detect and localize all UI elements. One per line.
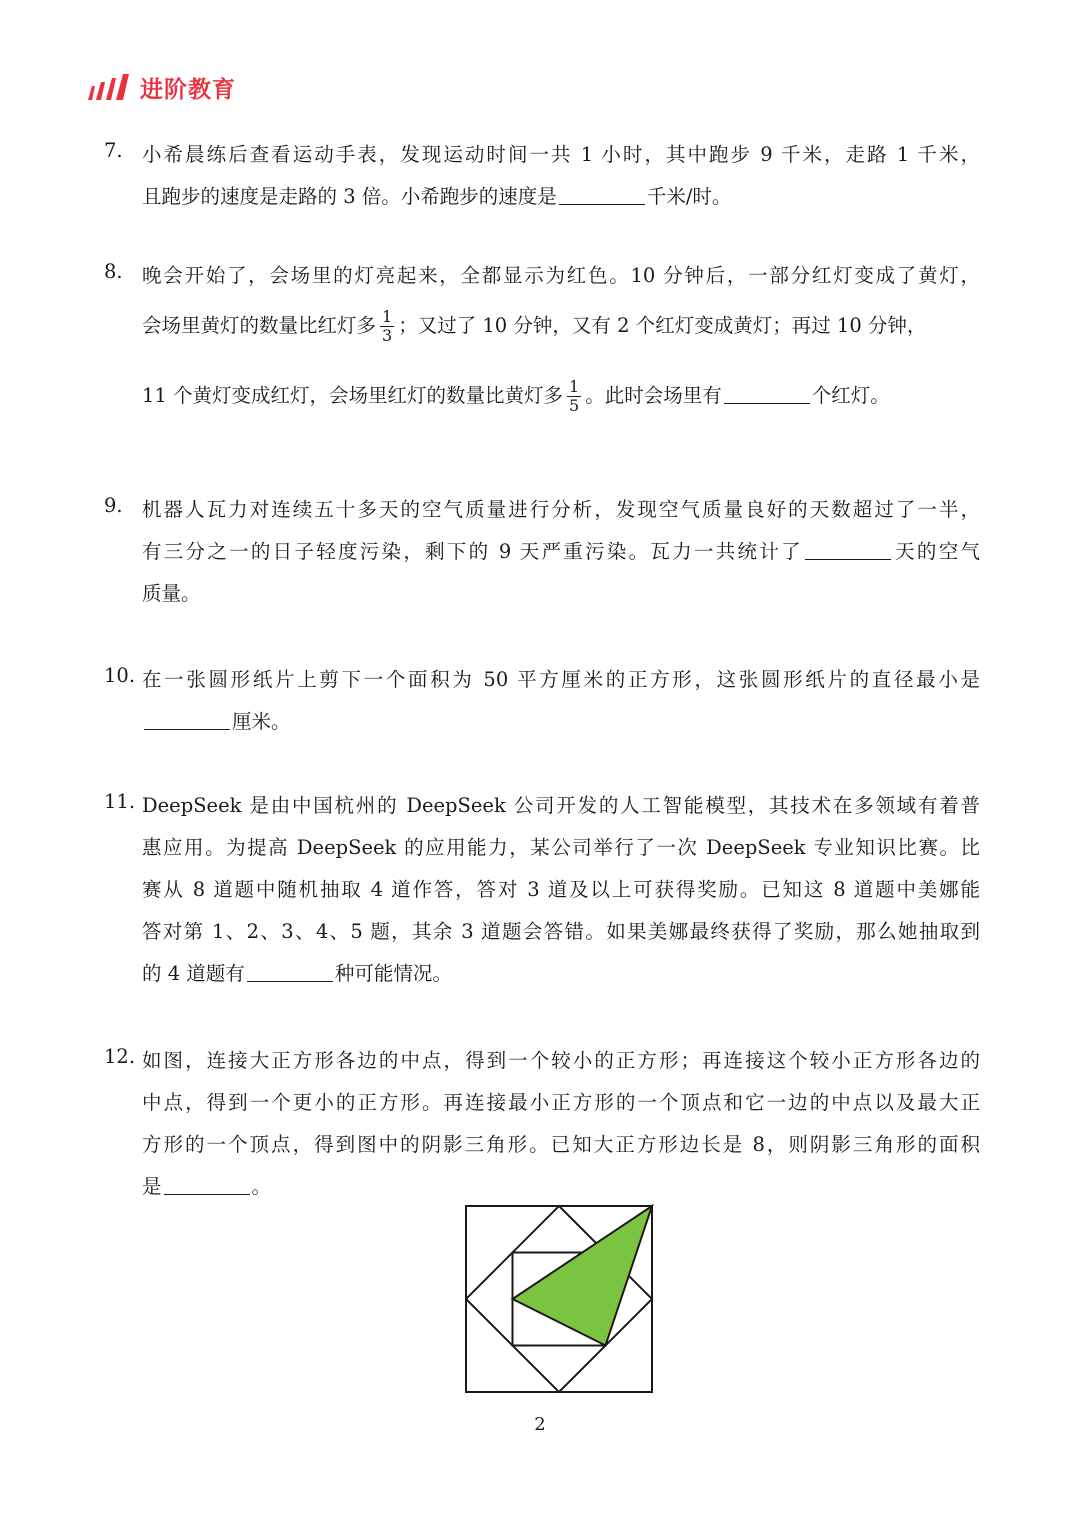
question-line xyxy=(142,958,452,986)
question-text: 千米/时。 xyxy=(646,185,732,208)
question-line: 中点，得到一个更小的正方形。再连接最小正方形的一个顶点和它一边的中点以及最大正 xyxy=(142,1091,980,1114)
question-line xyxy=(142,706,291,734)
question-line: 质量。 xyxy=(142,582,201,605)
fraction xyxy=(380,308,394,345)
logo xyxy=(86,70,236,104)
answer-blank xyxy=(724,384,810,405)
answer-blank xyxy=(559,185,645,206)
question-line xyxy=(142,306,926,346)
answer-blank xyxy=(164,1175,250,1196)
question-line xyxy=(142,1171,271,1199)
page-number: 2 xyxy=(534,1414,546,1435)
question-line: 机器人瓦力对连续五十多天的空气质量进行分析，发现空气质量良好的天数超过了一半， xyxy=(142,498,980,521)
question-text: 会场里黄灯的数量比红灯多 xyxy=(142,314,377,337)
question-line xyxy=(142,376,890,416)
question-number: 7. xyxy=(104,139,123,162)
question-text: 天的空气 xyxy=(892,540,980,563)
logo-text: 进阶教育 xyxy=(140,76,236,103)
question-line: DeepSeek 是由中国杭州的 DeepSeek 公司开发的人工智能模型，其技术在多领域有着普 xyxy=(142,794,980,817)
question-text: 。此时会场里有 xyxy=(585,384,722,407)
question-line xyxy=(142,181,731,209)
question-line: 如图，连接大正方形各边的中点，得到一个较小的正方形；再连接这个较小正方形各边的 xyxy=(142,1049,980,1072)
question-number: 9. xyxy=(104,494,123,517)
question-text: 是 xyxy=(142,1175,162,1198)
answer-blank xyxy=(247,962,333,983)
fraction-numerator: 1 xyxy=(569,377,580,396)
question-line: 在一张圆形纸片上剪下一个面积为 50 平方厘米的正方形，这张圆形纸片的直径最小是 xyxy=(142,668,980,691)
question-text: 厘米。 xyxy=(232,710,291,733)
question-number: 11. xyxy=(104,790,136,813)
fraction-numerator: 1 xyxy=(382,307,393,326)
question-text: 11 个黄灯变成红灯，会场里红灯的数量比黄灯多 xyxy=(142,384,564,407)
answer-blank xyxy=(805,540,891,561)
question-text: 个红灯。 xyxy=(811,384,890,407)
question-text: ；又过了 10 分钟，又有 2 个红灯变成黄灯；再过 10 分钟， xyxy=(398,314,927,337)
logo-mark-icon xyxy=(86,72,132,102)
question-line: 赛从 8 道题中随机抽取 4 道作答，答对 3 道及以上可获得奖励。已知这 8 道题中美娜能 xyxy=(142,878,980,901)
question-line xyxy=(142,536,980,564)
question-line: 惠应用。为提高 DeepSeek 的应用能力，某公司举行了一次 DeepSeek 专业知识比赛。比 xyxy=(142,836,980,859)
question-line: 小希晨练后查看运动手表，发现运动时间一共 1 小时，其中跑步 9 千米，走路 1 千米， xyxy=(142,143,980,166)
question-text: 。 xyxy=(251,1175,272,1198)
question-number: 12. xyxy=(104,1045,136,1068)
question-text: 有三分之一的日子轻度污染，剩下的 9 天严重污染。瓦力一共统计了 xyxy=(142,540,803,563)
question-number: 10. xyxy=(104,664,136,687)
question-text: 且跑步的速度是走路的 3 倍。小希跑步的速度是 xyxy=(142,185,557,208)
fraction xyxy=(567,378,581,415)
fraction-denominator: 5 xyxy=(569,396,580,415)
question-text: 的 4 道题有 xyxy=(142,962,245,985)
shaded-triangle xyxy=(513,1206,653,1346)
question-number: 8. xyxy=(104,260,123,283)
answer-blank xyxy=(144,710,230,731)
question-line: 晚会开始了，会场里的灯亮起来，全都显示为红色。10 分钟后，一部分红灯变成了黄灯， xyxy=(142,264,980,287)
question-line: 答对第 1、2、3、4、5 题，其余 3 道题会答错。如果美娜最终获得了奖励，那么她抽取到 xyxy=(142,920,980,943)
geometry-figure xyxy=(464,1204,654,1394)
question-line: 方形的一个顶点，得到图中的阴影三角形。已知大正方形边长是 8，则阴影三角形的面积 xyxy=(142,1133,980,1156)
question-text: 种可能情况。 xyxy=(334,962,452,985)
fraction-denominator: 3 xyxy=(382,326,393,345)
